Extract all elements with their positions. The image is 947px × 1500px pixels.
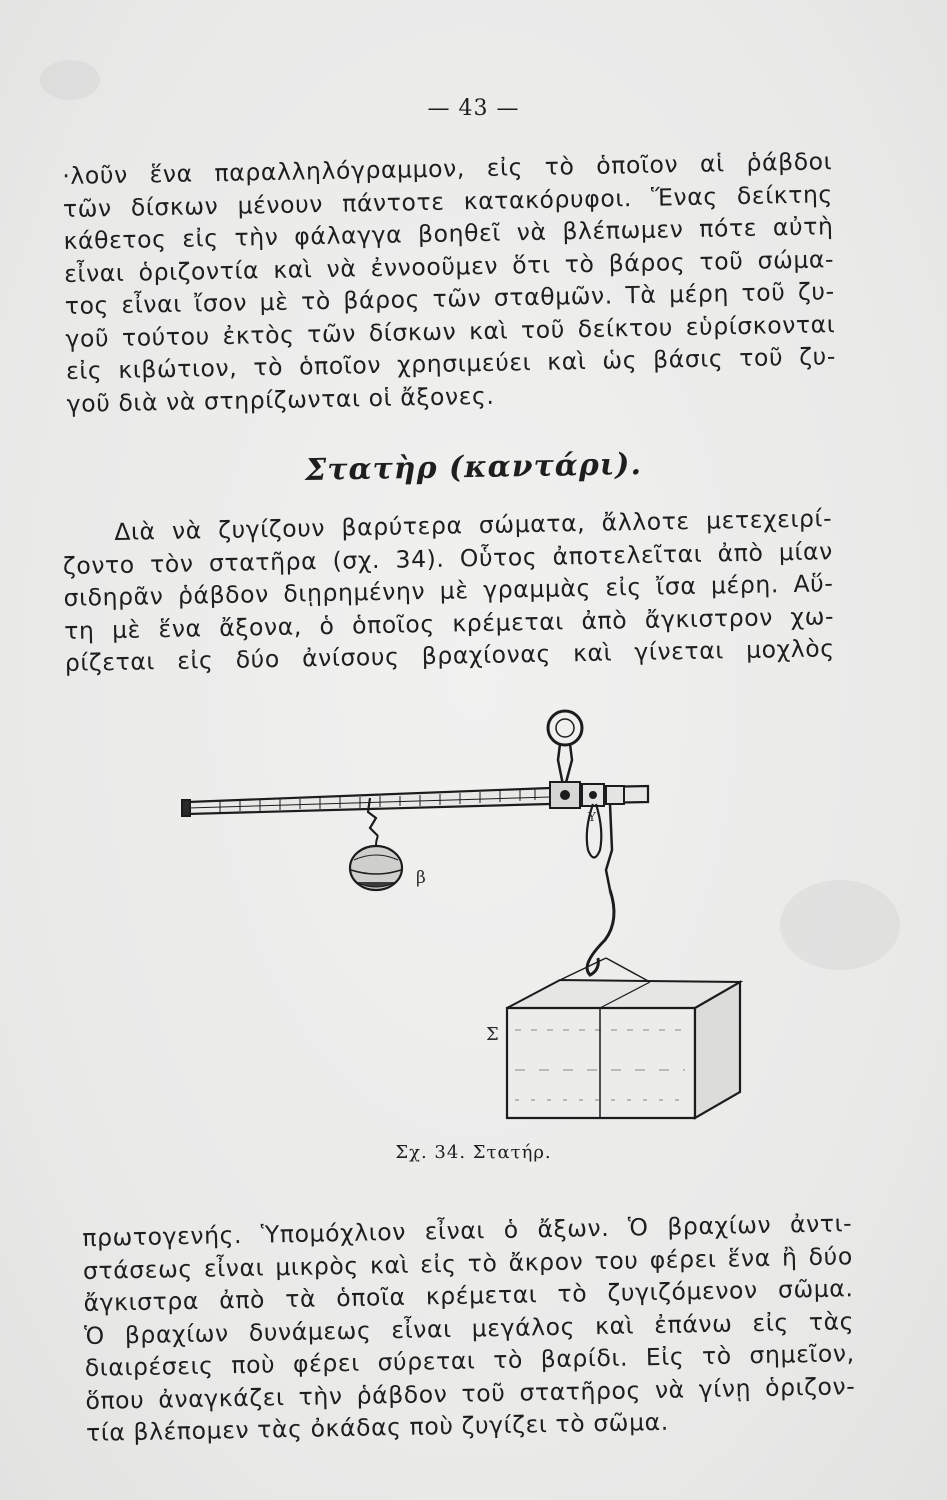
- text-line: ·λοῦν ἕνα παραλληλόγραμμον, εἰς τὸ ὁποῖον αἱ ῥάβδοι: [62, 147, 833, 190]
- stater-illustration: [180, 700, 860, 1140]
- figure-caption: Σχ. 34. Στατήρ.: [395, 1142, 552, 1163]
- text-line: στάσεως εἶναι μικρὸς καὶ εἰς τὸ ἄκρον του φέρει ἕνα ἢ δύο: [82, 1241, 854, 1285]
- text-line: τη μὲ ἕνα ἄξονα, ὁ ὁποῖος κρέμεται ἀπὸ ἄγκιστρον χω-: [63, 601, 835, 645]
- load-box: [507, 980, 740, 1118]
- text-line: τῶν δίσκων μένουν πάντοτε κατακόρυφοι. Ἕνας δείκτης: [62, 179, 834, 223]
- text-line: Διὰ νὰ ζυγίζουν βαρύτερα σώματα, ἄλλοτε μετεχειρί-: [114, 504, 833, 546]
- text-line: εἶναι ὁριζοντία καὶ νὰ ἐννοοῦμεν ὅτι τὸ βάρος τοῦ σώμα-: [63, 244, 835, 288]
- paragraph-stater-arms: [82, 1207, 856, 1449]
- text-line: ἄγκιστρα ἀπὸ τὰ ὁποῖα κρέμεται τὸ ζυγιζόμενον σῶμα.: [83, 1274, 854, 1317]
- page-number: — 43 —: [427, 96, 520, 121]
- text-line: τος εἶναι ἴσον μὲ τὸ βάρος τῶν σταθμῶν. Τὰ μέρη τοῦ ζυ-: [64, 277, 835, 320]
- fulcrum-bracket: [550, 782, 624, 808]
- paragraph-stater-intro: [62, 502, 835, 679]
- paper-stain: [40, 60, 100, 100]
- text-line: ὅπου ἀναγκάζει τὴν ῥάβδον τοῦ στατῆρος νὰ γίνῃ ὁριζον-: [85, 1371, 856, 1415]
- text-line: ρίζεται εἰς δύο ἀνίσους βραχίονας καὶ γίνεται μοχλὸς: [64, 634, 835, 677]
- sliding-weight: [350, 798, 402, 890]
- text-line: εἰς κιβώτιον, τὸ ὁποῖον χρησιμεύει καὶ ὡς βάσις τοῦ ζυ-: [65, 342, 837, 385]
- text-line: τία βλέπομεν τὰς ὀκάδας ποὺ ζυγίζει τὸ σῶμα.: [85, 1407, 670, 1447]
- label-axis: Y: [588, 810, 596, 824]
- stater-figure: [180, 700, 860, 1140]
- hanging-ring: [548, 711, 582, 745]
- text-line: Ὁ βραχίων δυνάμεως εἶναι μεγάλος καὶ ἐπάνω εἰς τὰς: [83, 1306, 855, 1350]
- text-line: διαιρέσεις ποὺ φέρει σύρεται τὸ βαρίδι. Εἰς τὸ σημεῖον,: [84, 1339, 855, 1382]
- text-line: γοῦ τούτου ἐκτὸς τῶν δίσκων καὶ τοῦ δείκτου εὑρίσκονται: [65, 309, 836, 353]
- label-weight: β: [416, 868, 426, 888]
- paragraph-balance-description: [62, 145, 837, 420]
- text-line: ζοντο τὸν στατῆρα (σχ. 34). Οὗτος ἀποτελεῖται ἀπὸ μίαν: [62, 536, 834, 580]
- label-body: Σ: [486, 1024, 499, 1045]
- text-line: πρωτογενής. Ὑπομόχλιον εἶναι ὁ ἄξων. Ὁ βραχίων ἀντι-: [82, 1209, 853, 1252]
- section-heading: Στατὴρ (καντάρι).: [304, 447, 643, 488]
- hanging-ring-inner: [556, 719, 574, 737]
- text-line: σιδηρᾶν ῥάβδον διῃρημένην μὲ γραμμὰς εἰς ἴσα μέρη. Αὕ-: [63, 569, 834, 612]
- text-line: κάθετος εἰς τὴν φάλαγγα βοηθεῖ νὰ βλέπωμεν πότε αὐτὴ: [63, 212, 834, 255]
- text-line: γοῦ διὰ νὰ στηρίζωνται οἱ ἄξονες.: [66, 381, 495, 418]
- load-hook: [560, 804, 650, 982]
